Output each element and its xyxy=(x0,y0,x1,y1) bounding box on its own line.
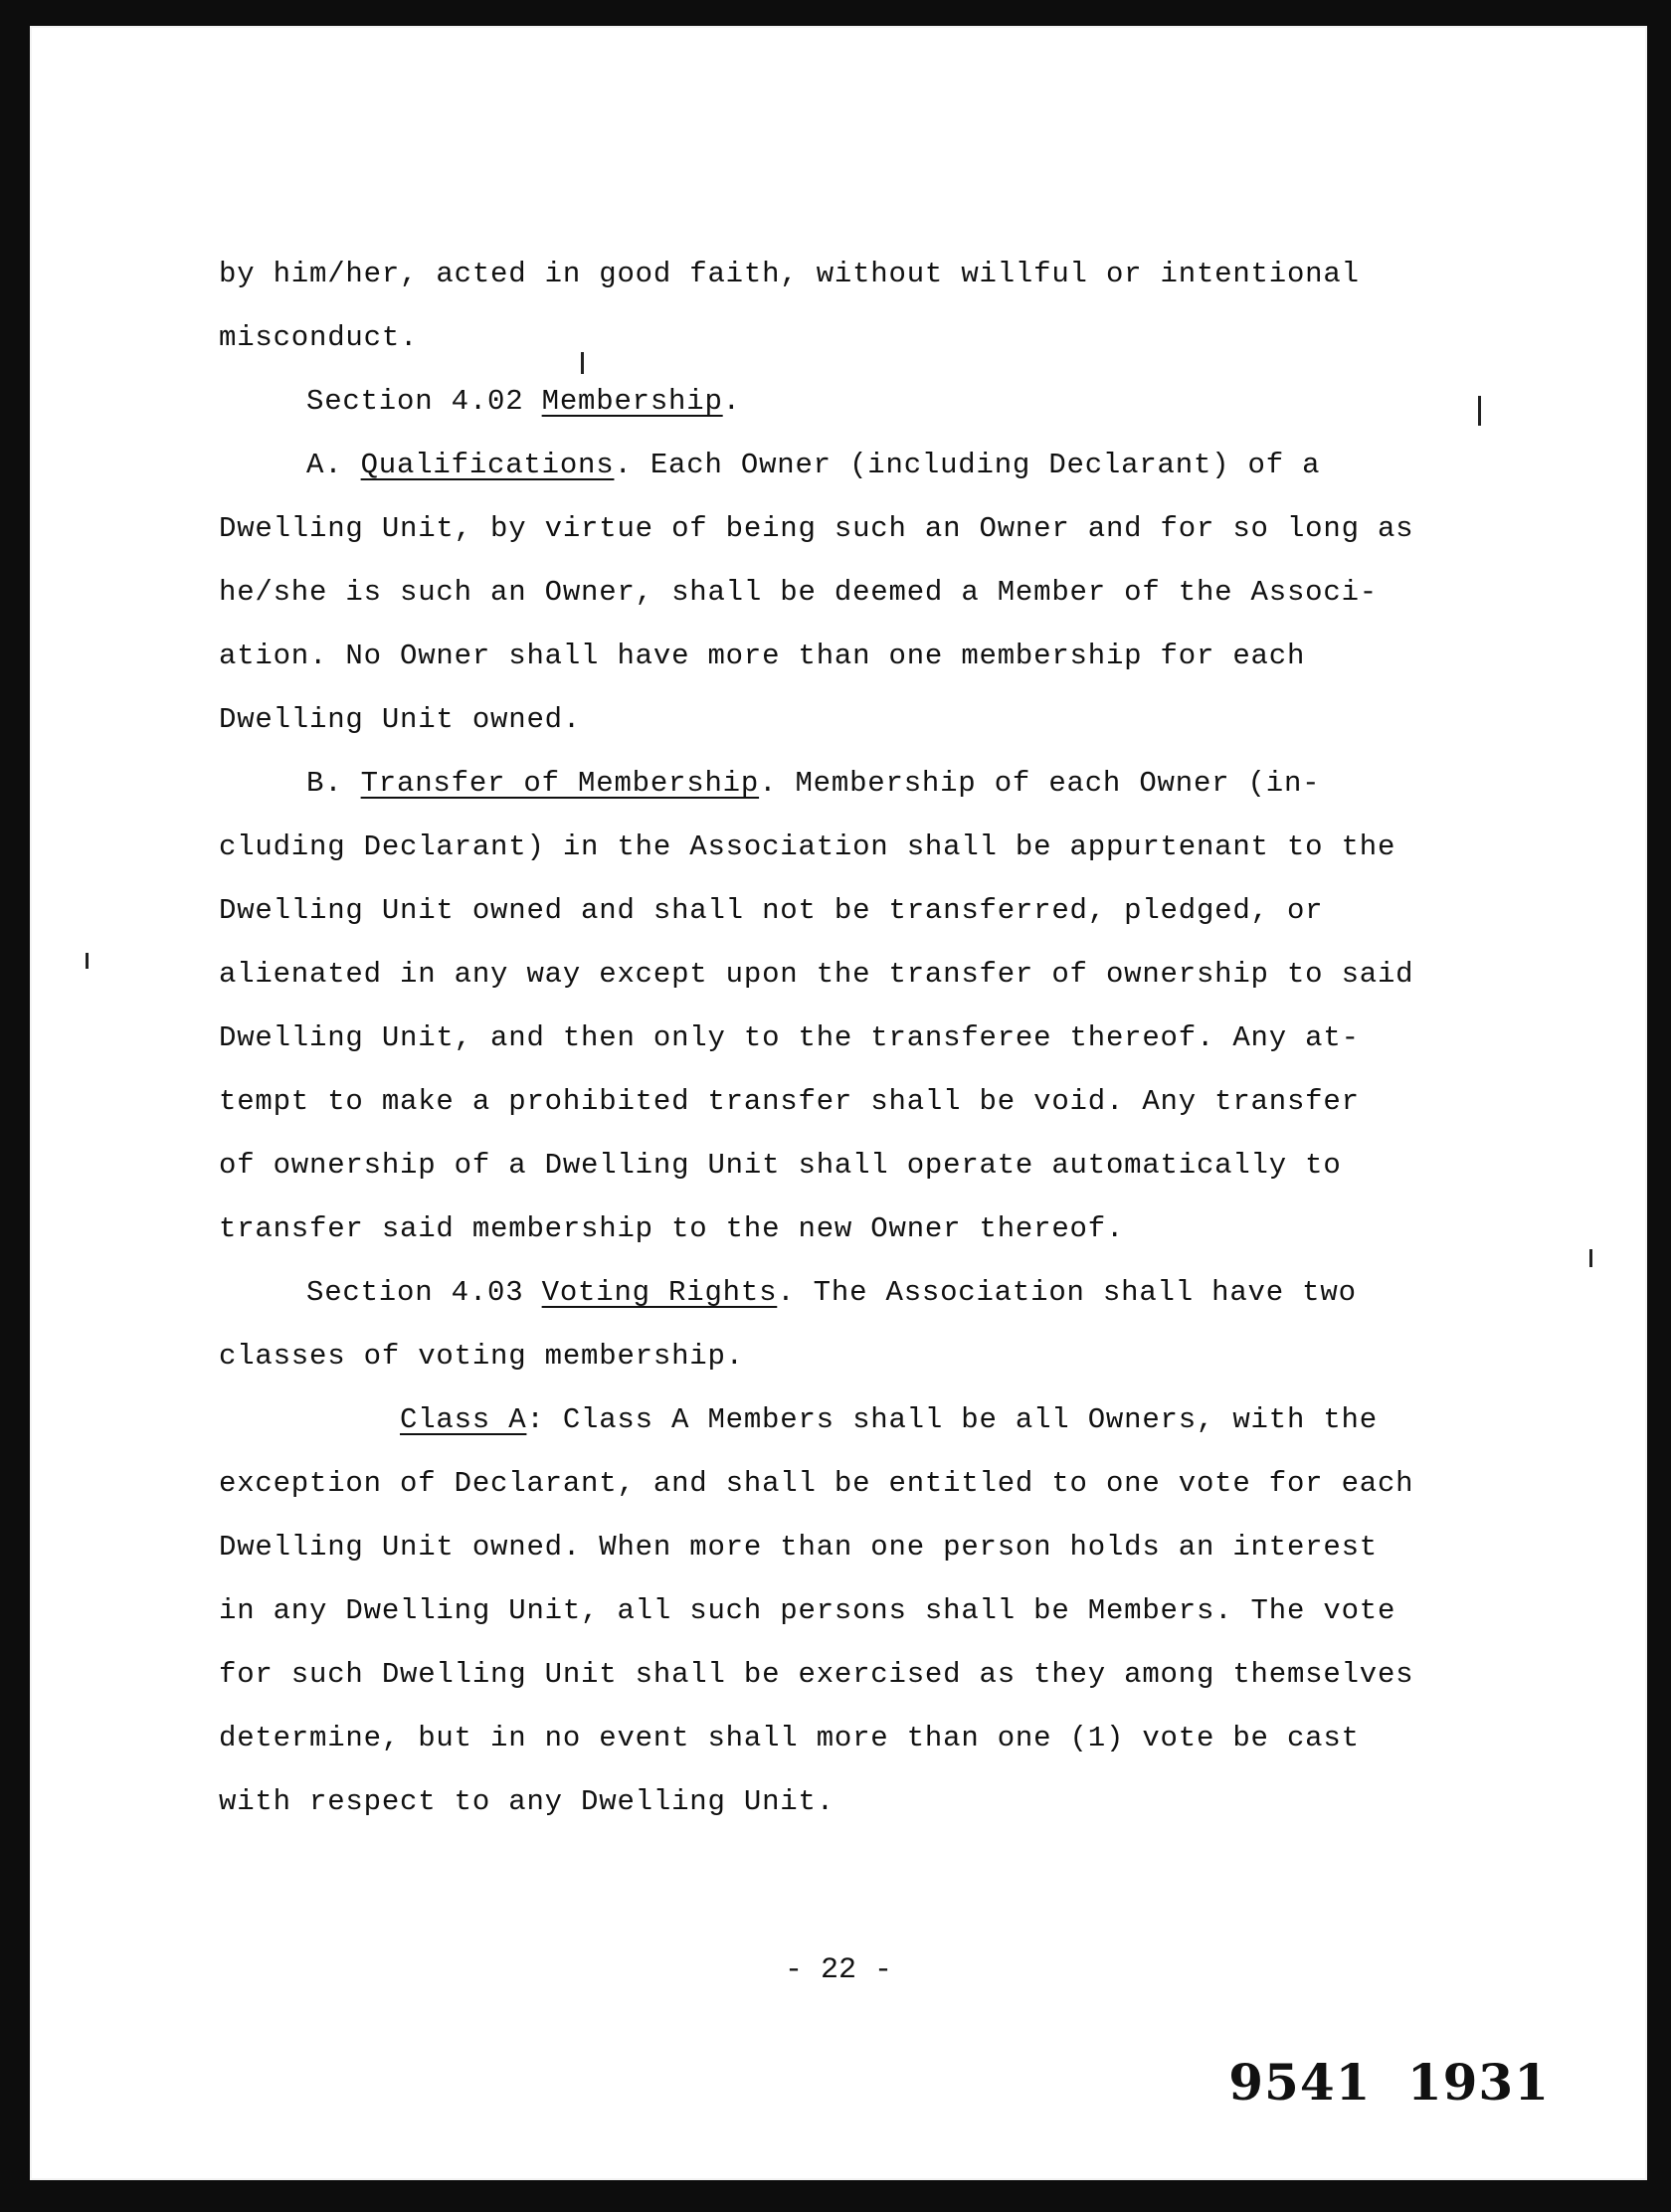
document-body xyxy=(219,243,1552,1834)
body-line-7: ation. No Owner shall have more than one membership for each xyxy=(219,640,1306,672)
body-line-11: Dwelling Unit owned and shall not be transferred, pledged, or xyxy=(219,894,1324,927)
class-a-line xyxy=(219,1388,1552,1452)
transfer-suffix: . Membership of each Owner (in- xyxy=(759,767,1321,800)
body-line-14: tempt to make a prohibited transfer shall be void. Any transfer xyxy=(219,1085,1360,1118)
body-line-12: alienated in any way except upon the transfer of ownership to said xyxy=(219,958,1414,991)
body-line-15: of ownership of a Dwelling Unit shall operate automatically to xyxy=(219,1149,1342,1182)
section-403-suffix: . The Association shall have two xyxy=(777,1276,1357,1309)
section-403-heading xyxy=(219,1261,1552,1325)
transfer-membership-heading: Transfer of Membership xyxy=(360,767,760,800)
body-line-6: he/she is such an Owner, shall be deemed a Member of the Associ- xyxy=(219,576,1378,609)
body-line-2: misconduct. xyxy=(219,321,419,354)
body-line-1: by him/her, acted in good faith, without willful or intentional xyxy=(219,258,1360,290)
body-line-16: transfer said membership to the new Owner thereof. xyxy=(219,1212,1125,1245)
document-reference-number: 9541 1931 xyxy=(1228,2053,1550,2112)
class-a-suffix: : Class A Members shall be all Owners, with the xyxy=(526,1403,1378,1436)
section-402-suffix: . xyxy=(722,385,741,418)
voting-rights-heading: Voting Rights xyxy=(541,1276,778,1309)
scan-mark xyxy=(86,953,89,969)
qualifications-prefix: A. xyxy=(306,449,361,481)
section-402-prefix: Section 4.02 xyxy=(306,385,542,418)
transfer-prefix: B. xyxy=(306,767,361,800)
qualifications-line xyxy=(219,434,1552,497)
body-line-24: determine, but in no event shall more than one (1) vote be cast xyxy=(219,1722,1360,1754)
document-page xyxy=(30,26,1647,2180)
qualifications-suffix: . Each Owner (including Declarant) of a xyxy=(614,449,1321,481)
body-line-20: exception of Declarant, and shall be entitled to one vote for each xyxy=(219,1467,1414,1500)
qualifications-heading: Qualifications xyxy=(360,449,615,481)
transfer-membership-line xyxy=(219,752,1552,816)
body-line-10: cluding Declarant) in the Association shall be appurtenant to the xyxy=(219,830,1396,863)
body-line-18: classes of voting membership. xyxy=(219,1340,744,1373)
page-number: - 22 - xyxy=(784,1953,893,1987)
membership-heading: Membership xyxy=(541,385,723,418)
section-403-prefix: Section 4.03 xyxy=(306,1276,542,1309)
body-line-8: Dwelling Unit owned. xyxy=(219,703,582,736)
body-line-13: Dwelling Unit, and then only to the transferee thereof. Any at- xyxy=(219,1021,1360,1054)
body-line-25: with respect to any Dwelling Unit. xyxy=(219,1785,835,1818)
body-line-21: Dwelling Unit owned. When more than one person holds an interest xyxy=(219,1531,1378,1564)
body-line-5: Dwelling Unit, by virtue of being such an Owner and for so long as xyxy=(219,512,1414,545)
section-402-heading xyxy=(219,370,1552,434)
body-line-23: for such Dwelling Unit shall be exercised as they among themselves xyxy=(219,1658,1414,1691)
body-line-22: in any Dwelling Unit, all such persons shall be Members. The vote xyxy=(219,1594,1396,1627)
class-a-heading: Class A xyxy=(400,1403,527,1436)
scan-mark xyxy=(1589,1249,1592,1267)
